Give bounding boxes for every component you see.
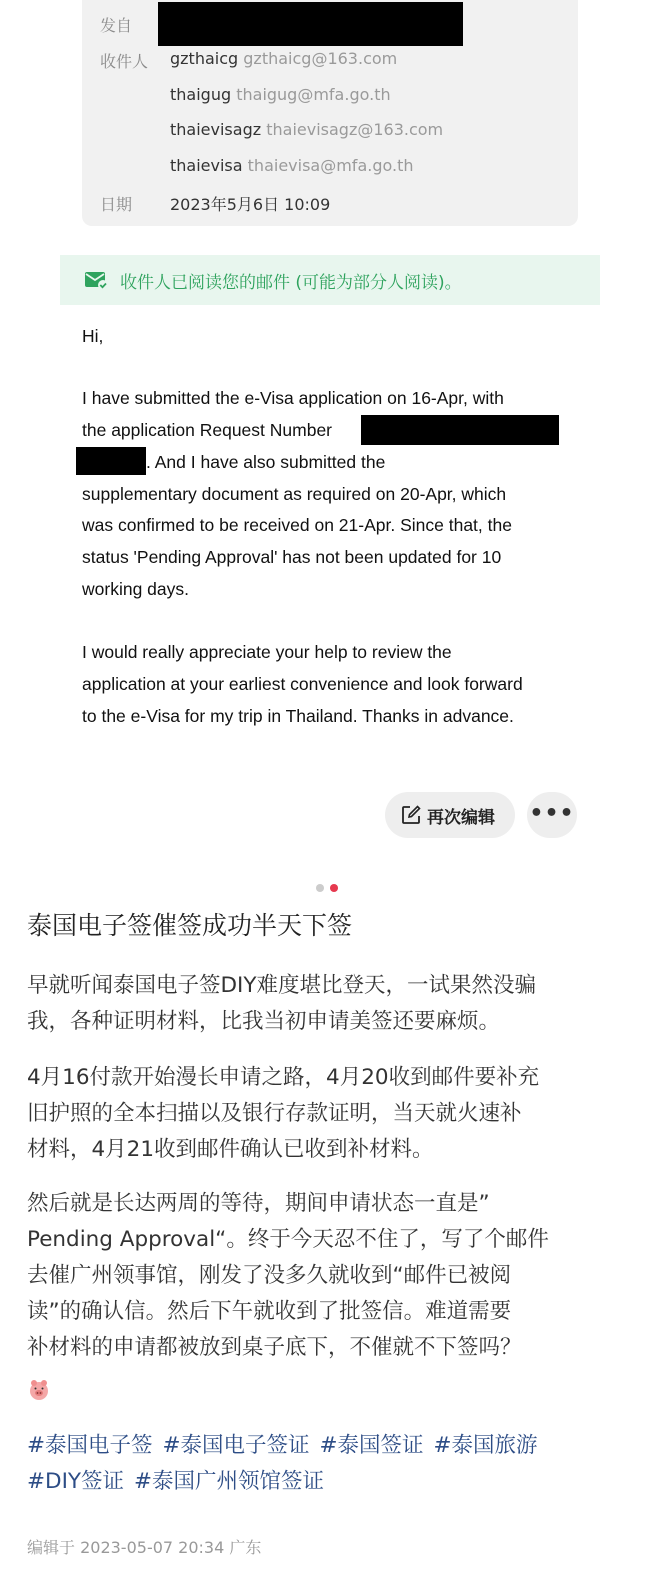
mail-line: I would really appreciate your help to review the	[82, 642, 452, 662]
recipient-address: thaievisa@mfa.go.th	[247, 156, 414, 175]
hashtag-link[interactable]: #泰国旅游	[433, 1433, 538, 1458]
mail-line: status 'Pending Approval' has not been updated for 10	[82, 547, 502, 567]
paragraph-line: 然后就是长达两周的等待，期间申请状态一直是”	[27, 1191, 490, 1216]
from-label: 发自	[100, 16, 133, 35]
recipient-name: gzthaicg	[170, 49, 239, 68]
recipient-item[interactable]	[170, 49, 397, 68]
reedit-label: 再次编辑	[427, 808, 495, 828]
redacted-request-number	[361, 415, 559, 445]
mail-line: working days.	[82, 579, 189, 599]
mail-line: I have submitted the e-Visa application on 16-Apr, with	[82, 388, 504, 408]
pager-dot-active[interactable]	[330, 884, 338, 892]
post-title: 泰国电子签催签成功半天下签	[27, 911, 353, 940]
recipient-address: thaievisagz@163.com	[266, 120, 444, 139]
hashtag-link[interactable]: #DIY签证	[27, 1469, 125, 1494]
mail-line: was confirmed to be received on 21-Apr. Since that, the	[82, 515, 512, 535]
hashtag-list	[27, 1428, 637, 1500]
edit-icon	[400, 804, 422, 826]
paragraph-line: 读”的确认信。然后下午就收到了批签信。难道需要	[27, 1299, 512, 1324]
paragraph-line: 去催广州领事馆，刚发了没多久就收到“邮件已被阅	[27, 1263, 512, 1288]
more-icon: •••	[529, 801, 575, 826]
recipient-name: thaievisagz	[170, 120, 262, 139]
hashtag-link[interactable]: #泰国电子签	[27, 1433, 153, 1458]
paragraph-line: 早就听闻泰国电子签DIY难度堪比登天，一试果然没骗	[27, 973, 537, 998]
redacted-sender	[158, 2, 463, 46]
mail-line: the application Request Number	[82, 420, 333, 440]
post-paragraph	[27, 1060, 637, 1168]
pig-emoji-icon	[27, 1378, 51, 1402]
paragraph-line: 我，各种证明材料，比我当初申请美签还要麻烦。	[27, 1009, 501, 1034]
hashtag-link[interactable]: #泰国广州领馆签证	[134, 1469, 325, 1494]
hashtag-link[interactable]: #泰国签证	[319, 1433, 424, 1458]
paragraph-line: 补材料的申请都被放到桌子底下，不催就不下签吗？	[27, 1335, 522, 1360]
hashtag-link[interactable]: #泰国电子签证	[162, 1433, 310, 1458]
edit-timestamp: 编辑于 2023-05-07 20:34 广东	[27, 1538, 262, 1557]
pager-dot[interactable]	[316, 884, 324, 892]
mail-read-icon	[84, 270, 108, 290]
recipient-name: thaigug	[170, 85, 232, 104]
recipient-address: gzthaicg@163.com	[243, 49, 398, 68]
read-receipt-text: 收件人已阅读您的邮件 (可能为部分人阅读)。	[120, 273, 462, 293]
redacted-request-number-cont	[76, 447, 146, 475]
post-paragraph	[27, 1186, 637, 1366]
recipient-address: thaigug@mfa.go.th	[236, 85, 391, 104]
paragraph-line: 材料，4月21收到邮件确认已收到补材料。	[27, 1137, 434, 1162]
paragraph-line: 旧护照的全本扫描以及银行存款证明，当天就火速补	[27, 1101, 522, 1126]
date-value: 2023年5月6日 10:09	[170, 195, 331, 214]
recipient-item[interactable]	[170, 156, 414, 175]
mail-greeting: Hi,	[82, 326, 104, 346]
paragraph-line: 4月16付款开始漫长申请之路，4月20收到邮件要补充	[27, 1065, 540, 1090]
mail-line: . And I have also submitted the	[146, 452, 386, 472]
mail-line: to the e-Visa for my trip in Thailand. Thanks in advance.	[82, 706, 514, 726]
recipient-name: thaievisa	[170, 156, 243, 175]
date-label: 日期	[100, 195, 133, 214]
recipient-item[interactable]	[170, 120, 443, 139]
mail-line: application at your earliest convenience and look forward	[82, 674, 523, 694]
recipient-item[interactable]	[170, 85, 391, 104]
to-label: 收件人	[100, 52, 149, 71]
mail-line: supplementary document as required on 20-Apr, which	[82, 484, 507, 504]
paragraph-line: Pending Approval“。终于今天忍不住了，写了个邮件	[27, 1227, 549, 1252]
post-paragraph	[27, 968, 637, 1040]
